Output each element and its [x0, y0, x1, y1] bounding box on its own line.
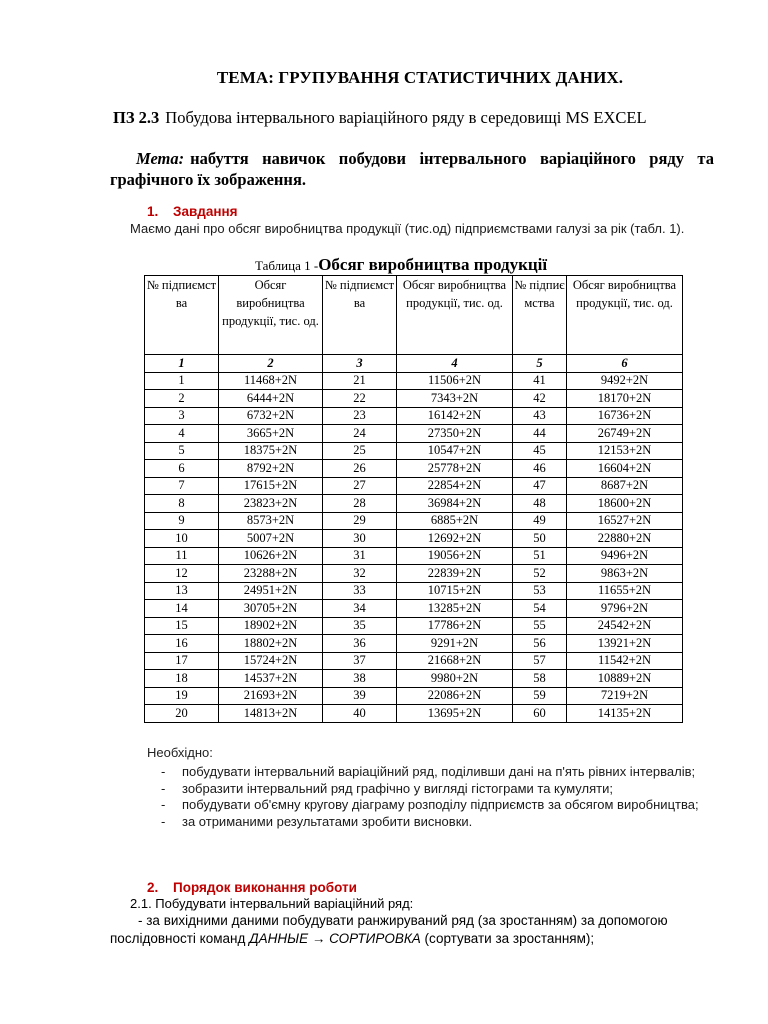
- table-cell: 45: [513, 442, 567, 460]
- table-cell: 19: [145, 687, 219, 705]
- table-cell: 22854+2N: [397, 477, 513, 495]
- table-cell: 52: [513, 565, 567, 583]
- table-cell: 27: [323, 477, 397, 495]
- table-row: [145, 512, 683, 530]
- table-row: [145, 617, 683, 635]
- table-cell: 19056+2N: [397, 547, 513, 565]
- table-cell: 60: [513, 705, 567, 723]
- table-cell: 3665+2N: [219, 425, 323, 443]
- table-cell: 13921+2N: [567, 635, 683, 653]
- table-cell: 11468+2N: [219, 372, 323, 390]
- section-1-heading: [147, 204, 238, 219]
- table-row: [145, 547, 683, 565]
- table-row: [145, 495, 683, 513]
- table-cell: 59: [513, 687, 567, 705]
- table-row: [145, 442, 683, 460]
- table-cell: 21693+2N: [219, 687, 323, 705]
- table-cell: 6732+2N: [219, 407, 323, 425]
- table-cell: 6444+2N: [219, 390, 323, 408]
- table-cell: 22839+2N: [397, 565, 513, 583]
- table-header-cell: Обсяг виробництва продукції, тис. од.: [219, 276, 323, 355]
- table-row: [145, 582, 683, 600]
- table-header-cell: № підпиє мства: [513, 276, 567, 355]
- table-cell: 36: [323, 635, 397, 653]
- table-cell: 10715+2N: [397, 582, 513, 600]
- table-cell: 16736+2N: [567, 407, 683, 425]
- column-number-cell: 2: [219, 355, 323, 373]
- table-row: [145, 670, 683, 688]
- table-cell: 8573+2N: [219, 512, 323, 530]
- table-cell: 50: [513, 530, 567, 548]
- menu-command: ДАННЫЕ → СОРТИРОВКА: [249, 931, 421, 946]
- column-number-cell: 1: [145, 355, 219, 373]
- table-cell: 17786+2N: [397, 617, 513, 635]
- table-cell: 16142+2N: [397, 407, 513, 425]
- table-cell: 37: [323, 652, 397, 670]
- column-number-cell: 4: [397, 355, 513, 373]
- table-cell: 41: [513, 372, 567, 390]
- table-cell: 23823+2N: [219, 495, 323, 513]
- table-cell: 26: [323, 460, 397, 478]
- column-number-cell: 3: [323, 355, 397, 373]
- table-cell: 23288+2N: [219, 565, 323, 583]
- table-cell: 22086+2N: [397, 687, 513, 705]
- table-cell: 16527+2N: [567, 512, 683, 530]
- table-cell: 11: [145, 547, 219, 565]
- column-number-cell: 6: [567, 355, 683, 373]
- table-cell: 7343+2N: [397, 390, 513, 408]
- table-row: [145, 565, 683, 583]
- table-cell: 24: [323, 425, 397, 443]
- table-row: [145, 425, 683, 443]
- table-cell: 12692+2N: [397, 530, 513, 548]
- table-cell: 18: [145, 670, 219, 688]
- table-cell: 28: [323, 495, 397, 513]
- table-cell: 30705+2N: [219, 600, 323, 618]
- intro-paragraph: Маємо дані про обсяг виробництва продукції (тис.од) підприємствами галузі за рік (табл. 1).: [130, 221, 685, 236]
- table-cell: 9: [145, 512, 219, 530]
- table-cell: 23: [323, 407, 397, 425]
- table-cell: 39: [323, 687, 397, 705]
- practical-code: ПЗ 2.3: [113, 108, 160, 127]
- table-cell: 10889+2N: [567, 670, 683, 688]
- section-2-title: Порядок виконання роботи: [173, 880, 357, 895]
- required-label: Необхідно:: [147, 745, 213, 760]
- task-item: - за отриманими результатами зробити висновки.: [158, 814, 714, 831]
- table-cell: 38: [323, 670, 397, 688]
- table-cell: 11542+2N: [567, 652, 683, 670]
- table-cell: 24542+2N: [567, 617, 683, 635]
- table-row: [145, 635, 683, 653]
- table-cell: 13285+2N: [397, 600, 513, 618]
- table-cell: 44: [513, 425, 567, 443]
- table-cell: 12153+2N: [567, 442, 683, 460]
- table-cell: 53: [513, 582, 567, 600]
- table-cell: 21668+2N: [397, 652, 513, 670]
- table-cell: 14813+2N: [219, 705, 323, 723]
- table-cell: 18375+2N: [219, 442, 323, 460]
- table-cell: 7219+2N: [567, 687, 683, 705]
- table-column-number-row: [145, 355, 683, 373]
- table-row: [145, 600, 683, 618]
- table-cell: 15: [145, 617, 219, 635]
- practical-title: [113, 108, 647, 128]
- table-cell: 8: [145, 495, 219, 513]
- table-cell: 9980+2N: [397, 670, 513, 688]
- table-row: [145, 390, 683, 408]
- table-cell: 22880+2N: [567, 530, 683, 548]
- table-row: [145, 705, 683, 723]
- table-cell: 6885+2N: [397, 512, 513, 530]
- section-2-number: 2.: [147, 880, 159, 895]
- task-list: [158, 764, 714, 830]
- table-cell: 11655+2N: [567, 582, 683, 600]
- table-row: [145, 530, 683, 548]
- table-row: [145, 460, 683, 478]
- table-cell: 11506+2N: [397, 372, 513, 390]
- table-cell: 2: [145, 390, 219, 408]
- table-cell: 17615+2N: [219, 477, 323, 495]
- table-row: [145, 687, 683, 705]
- step-2-2-suffix: (сортувати за зростанням);: [420, 931, 595, 946]
- table-cell: 18902+2N: [219, 617, 323, 635]
- table-cell: 40: [323, 705, 397, 723]
- table-cell: 14135+2N: [567, 705, 683, 723]
- column-number-cell: 5: [513, 355, 567, 373]
- task-item: - побудувати інтервальний варіаційний ряд, поділивши дані на п'ять рівних інтервалів;: [158, 764, 714, 781]
- table-cell: 9291+2N: [397, 635, 513, 653]
- table-cell: 9496+2N: [567, 547, 683, 565]
- table-cell: 18600+2N: [567, 495, 683, 513]
- table-cell: 14537+2N: [219, 670, 323, 688]
- table-cell: 25778+2N: [397, 460, 513, 478]
- table-cell: 36984+2N: [397, 495, 513, 513]
- table-cell: 49: [513, 512, 567, 530]
- table-cell: 33: [323, 582, 397, 600]
- table-cell: 16: [145, 635, 219, 653]
- table-cell: 13: [145, 582, 219, 600]
- table-cell: 9796+2N: [567, 600, 683, 618]
- table-cell: 5: [145, 442, 219, 460]
- table-cell: 4: [145, 425, 219, 443]
- table-row: [145, 652, 683, 670]
- goal-text: набуття навичок побудови інтервального варіаційного ряду та графічного їх зображення.: [110, 149, 714, 189]
- table-cell: 16604+2N: [567, 460, 683, 478]
- table-cell: 8792+2N: [219, 460, 323, 478]
- task-item: - зобразити інтервальний ряд графічно у вигляді гістограми та кумуляти;: [158, 781, 714, 798]
- table-caption-prefix: Таблица 1 -: [255, 258, 319, 273]
- table-body: [145, 276, 683, 723]
- goal-label: Мета:: [136, 149, 185, 168]
- table-header-cell: № підпиємст ва: [145, 276, 219, 355]
- table-row: [145, 372, 683, 390]
- table-cell: 10547+2N: [397, 442, 513, 460]
- table-cell: 22: [323, 390, 397, 408]
- table-cell: 18802+2N: [219, 635, 323, 653]
- table-row: [145, 477, 683, 495]
- task-item: - побудувати об'ємну кругову діаграму розподілу підприємств за обсягом виробництва;: [158, 797, 714, 814]
- table-cell: 9863+2N: [567, 565, 683, 583]
- table-cell: 35: [323, 617, 397, 635]
- table-cell: 1: [145, 372, 219, 390]
- table-cell: 17: [145, 652, 219, 670]
- table-cell: 26749+2N: [567, 425, 683, 443]
- table-cell: 30: [323, 530, 397, 548]
- table-cell: 6: [145, 460, 219, 478]
- table-cell: 42: [513, 390, 567, 408]
- table-cell: 12: [145, 565, 219, 583]
- table-cell: 21: [323, 372, 397, 390]
- table-cell: 9492+2N: [567, 372, 683, 390]
- table-cell: 43: [513, 407, 567, 425]
- step-2-1: 2.1. Побудувати інтервальний варіаційний ряд:: [130, 896, 414, 911]
- table-cell: 56: [513, 635, 567, 653]
- practical-name: Побудова інтервального варіаційного ряду в середовищі MS EXCEL: [165, 108, 647, 127]
- table-cell: 57: [513, 652, 567, 670]
- table-row: [145, 407, 683, 425]
- table-cell: 5007+2N: [219, 530, 323, 548]
- table-cell: 7: [145, 477, 219, 495]
- table-cell: 18170+2N: [567, 390, 683, 408]
- table-cell: 47: [513, 477, 567, 495]
- table-header-cell: Обсяг виробництва продукції, тис. од.: [397, 276, 513, 355]
- table-cell: 51: [513, 547, 567, 565]
- production-table: [144, 275, 683, 723]
- table-cell: 20: [145, 705, 219, 723]
- table-cell: 10626+2N: [219, 547, 323, 565]
- table-cell: 27350+2N: [397, 425, 513, 443]
- table-header-cell: Обсяг виробництва продукції, тис. од.: [567, 276, 683, 355]
- table-cell: 8687+2N: [567, 477, 683, 495]
- topic-heading: ТЕМА: ГРУПУВАННЯ СТАТИСТИЧНИХ ДАНИХ.: [216, 68, 624, 87]
- table-cell: 10: [145, 530, 219, 548]
- table-cell: 14: [145, 600, 219, 618]
- table-cell: 15724+2N: [219, 652, 323, 670]
- goal-paragraph: [110, 148, 714, 190]
- table-caption: [255, 255, 547, 275]
- section-1-number: 1.: [147, 204, 159, 219]
- table-header-row: [145, 276, 683, 355]
- step-2-2-prefix: - за вихідними даними побудувати ранжируваний ряд (за зростанням) за допомогою послідовності команд: [110, 913, 668, 946]
- table-cell: 25: [323, 442, 397, 460]
- table-caption-title: Обсяг виробництва продукції: [318, 255, 548, 274]
- table-cell: 13695+2N: [397, 705, 513, 723]
- table-cell: 34: [323, 600, 397, 618]
- table-cell: 54: [513, 600, 567, 618]
- table-cell: 58: [513, 670, 567, 688]
- step-2-2: [110, 912, 714, 948]
- section-1-title: Завдання: [173, 204, 238, 219]
- table-cell: 55: [513, 617, 567, 635]
- table-cell: 29: [323, 512, 397, 530]
- table-cell: 24951+2N: [219, 582, 323, 600]
- table-cell: 31: [323, 547, 397, 565]
- section-2-heading: [147, 880, 357, 895]
- table-cell: 3: [145, 407, 219, 425]
- table-cell: 48: [513, 495, 567, 513]
- table-cell: 32: [323, 565, 397, 583]
- table-header-cell: № підпиємст ва: [323, 276, 397, 355]
- table-cell: 46: [513, 460, 567, 478]
